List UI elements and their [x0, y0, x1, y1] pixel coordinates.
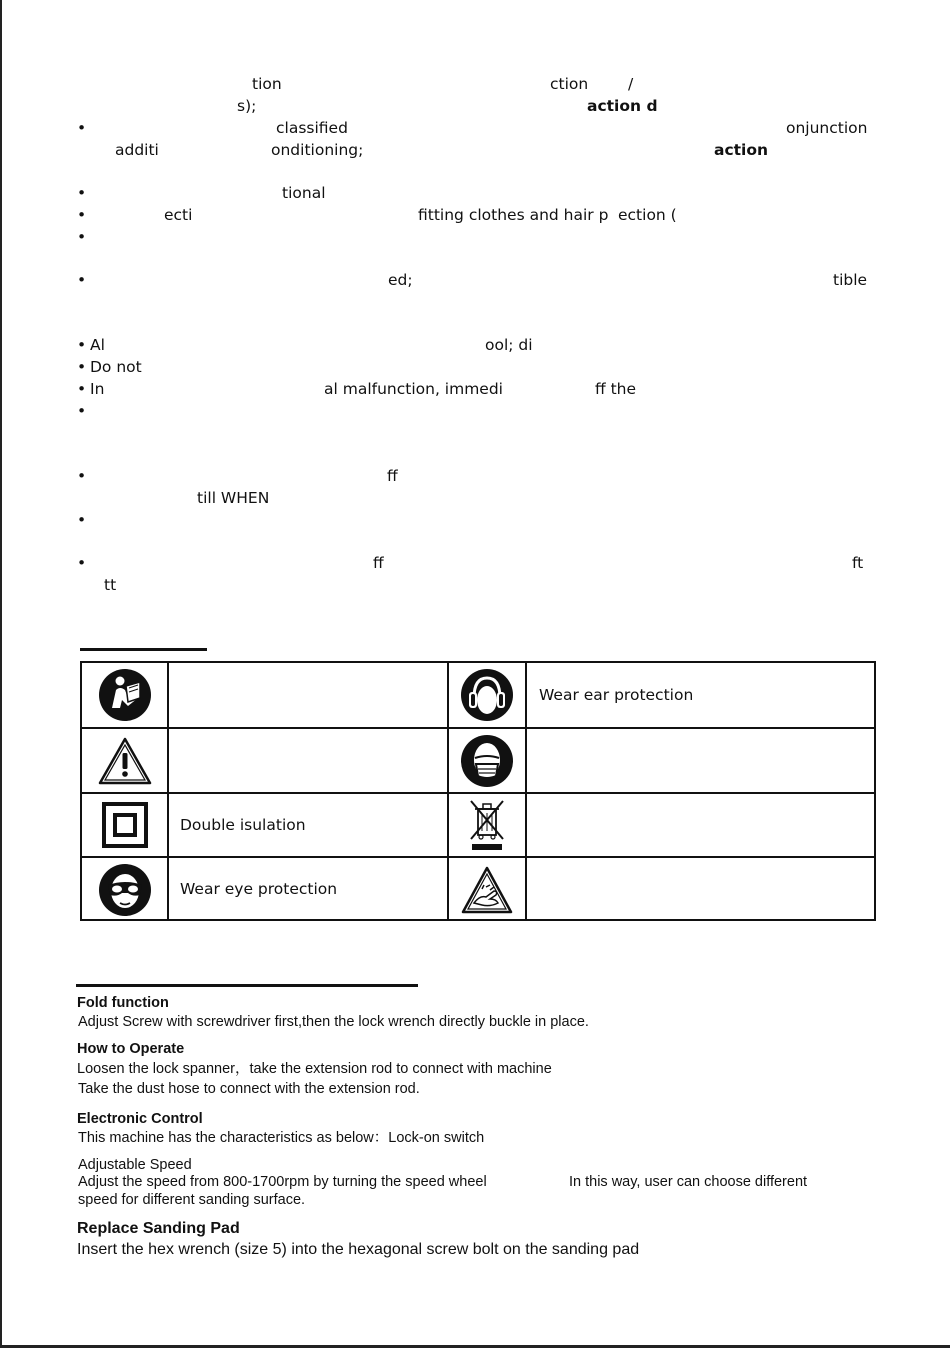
section-heading-rule — [76, 984, 418, 987]
text-fragment: ction — [550, 75, 589, 93]
text-fragment: ft — [852, 554, 864, 572]
text-fragment: / — [628, 75, 634, 93]
bullet: • — [77, 271, 87, 289]
text-fragment: onjunction — [786, 119, 868, 137]
text-fragment: ection ( — [618, 206, 677, 224]
text-fragment: ecti — [164, 206, 193, 224]
read-manual-icon — [82, 663, 167, 727]
text-fragment: al malfunction, immedi — [324, 380, 503, 398]
how-to-operate-line: Take the dust hose to connect with the extension rod. — [78, 1081, 420, 1097]
ear-protection-icon — [449, 663, 525, 727]
bullet: • — [77, 184, 87, 202]
text-fragment: till WHEN — [197, 489, 270, 507]
replace-sanding-pad-title: Replace Sanding Pad — [77, 1220, 240, 1237]
adjustable-speed-title: Adjustable Speed — [78, 1157, 192, 1173]
symbols-table — [80, 661, 876, 921]
text-fragment: Al — [90, 336, 105, 354]
text-fragment: action d — [587, 97, 658, 115]
bullet: • — [77, 358, 87, 376]
warning-triangle-icon — [82, 729, 167, 792]
text-fragment: s); — [237, 97, 257, 115]
text-fragment: classified — [276, 119, 348, 137]
adjustable-speed-text: In this way, user can choose different — [569, 1174, 808, 1190]
weee-bin-icon — [449, 794, 525, 856]
adjustable-speed-text: Adjust the speed from 800-1700rpm by turning the speed wheel — [78, 1174, 487, 1190]
text-fragment: ool; di — [485, 336, 533, 354]
bullet: • — [77, 380, 87, 398]
bullet: • — [77, 402, 87, 420]
electronic-control-title: Electronic Control — [77, 1111, 203, 1127]
electronic-control-text: This machine has the characteristics as below：Lock-on switch — [78, 1130, 485, 1146]
double-insulation-label: Double isulation — [180, 816, 306, 834]
bullet: • — [77, 228, 87, 246]
section-heading-rule — [80, 648, 207, 651]
text-fragment: onditioning; — [271, 141, 364, 159]
table-divider — [525, 663, 527, 919]
text-fragment: Do not — [90, 358, 142, 376]
text-fragment: tible — [833, 271, 868, 289]
dust-mask-icon — [449, 729, 525, 792]
bullet: • — [77, 511, 87, 529]
hand-hazard-icon — [449, 858, 525, 921]
text-fragment: additi — [115, 141, 159, 159]
bullet: • — [77, 119, 87, 137]
text-fragment: ed; — [388, 271, 413, 289]
text-fragment: tional — [282, 184, 326, 202]
ear-protection-label: Wear ear protection — [539, 686, 694, 704]
fold-function-text: Adjust Screw with screwdriver first,then the lock wrench directly buckle in place. — [78, 1014, 589, 1030]
text-fragment: ff the — [595, 380, 637, 398]
text-fragment: ff — [387, 467, 398, 485]
text-fragment: tion — [252, 75, 282, 93]
how-to-operate-line: Loosen the lock spanner，take the extension rod to connect with machine — [77, 1061, 552, 1077]
page-border-left — [0, 0, 2, 1348]
text-fragment: ff — [373, 554, 384, 572]
how-to-operate-title: How to Operate — [77, 1041, 185, 1057]
text-fragment: fitting clothes and hair p — [418, 206, 609, 224]
text-fragment: In — [90, 380, 105, 398]
fold-function-title: Fold function — [77, 995, 169, 1011]
bullet: • — [77, 336, 87, 354]
table-divider — [167, 663, 169, 919]
bullet: • — [77, 554, 87, 572]
adjustable-speed-text: speed for different sanding surface. — [78, 1192, 306, 1208]
bullet: • — [77, 206, 87, 224]
text-fragment: action — [714, 141, 769, 159]
eye-protection-icon — [82, 858, 167, 921]
text-fragment: tt — [104, 576, 117, 594]
eye-protection-label: Wear eye protection — [180, 880, 338, 898]
replace-sanding-pad-text: Insert the hex wrench (size 5) into the hexagonal screw bolt on the sanding pad — [77, 1241, 640, 1258]
bullet: • — [77, 467, 87, 485]
double-insulation-icon — [82, 794, 167, 856]
